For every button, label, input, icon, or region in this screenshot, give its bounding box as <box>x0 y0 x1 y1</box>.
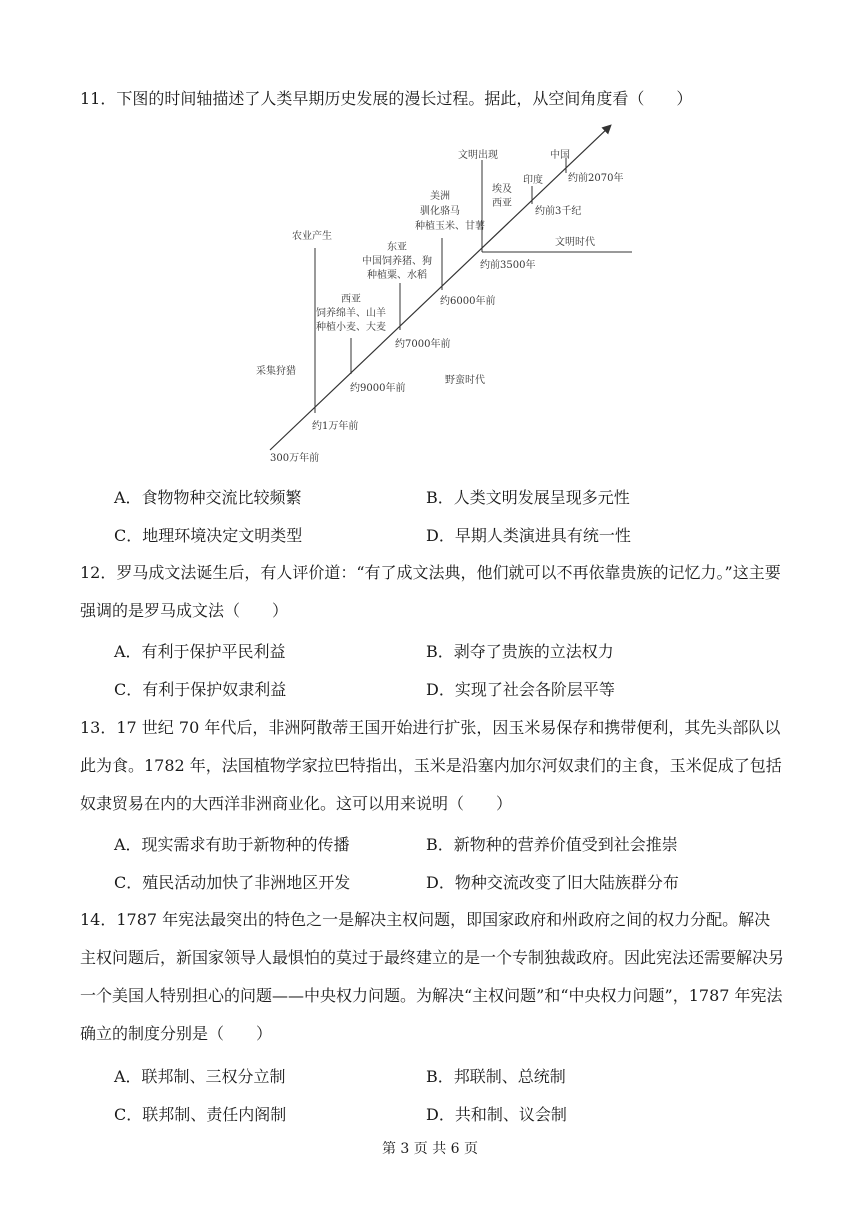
civilization-emerge-label: 文明出现 <box>458 150 498 161</box>
civilization-era-label: 文明时代 <box>555 237 595 248</box>
timeline-point-label: 约前3500年 <box>480 260 536 271</box>
timeline-point-label: 约前2070年 <box>568 173 624 184</box>
page-footer: 第 3 页 共 6 页 <box>381 1141 479 1157</box>
west-asia-label: 种植小麦、大麦 <box>316 322 386 333</box>
americas-label: 驯化骆马 <box>420 206 460 217</box>
question-12-option-b[interactable]: B．剥夺了贵族的立法权力 <box>426 642 614 661</box>
question-12-option-d[interactable]: D．实现了社会各阶层平等 <box>426 680 615 699</box>
americas-label: 美洲 <box>430 191 450 202</box>
timeline-point-label: 约1万年前 <box>312 421 359 432</box>
question-12-option-a[interactable]: A．有利于保护平民利益 <box>114 642 286 661</box>
question-14-option-a[interactable]: A．联邦制、三权分立制 <box>114 1067 286 1086</box>
question-14-stem: 14．1787 年宪法最突出的特色之一是解决主权问题，即国家政府和州政府之间的权力分配。解决主权问题后，新国家领导人最惧怕的莫过于最终建立的是一个专制独裁政府。因此宪法还需要解决另一个美国人特别担心的问题——中央权力问题。为解决“主权问题”和“中央权力问题”，1787 年宪法确立的制度分别是（ ） <box>80 910 785 1043</box>
question-13-option-d[interactable]: D．物种交流改变了旧大陆族群分布 <box>426 873 679 892</box>
question-12-stem: 12．罗马成文法诞生后，有人评价道：“有了成文法典，他们就可以不再依靠贵族的记忆力。”这主要强调的是罗马成文法（ ） <box>80 563 781 620</box>
timeline-point-label: 约9000年前 <box>350 383 406 394</box>
west-asia-label: 西亚 <box>341 294 361 305</box>
question-13-option-b[interactable]: B．新物种的营养价值受到社会推崇 <box>426 835 678 854</box>
question-14-option-b[interactable]: B．邦联制、总统制 <box>426 1067 566 1086</box>
east-asia-label: 种植粟、水稻 <box>367 270 427 281</box>
history-timeline-diagram <box>250 118 650 468</box>
barbaric-era-label: 野蛮时代 <box>445 375 485 386</box>
timeline-point-label: 约7000年前 <box>395 339 451 350</box>
question-12-option-c[interactable]: C．有利于保护奴隶利益 <box>114 680 287 699</box>
timeline-point-label: 约前3千纪 <box>535 206 582 217</box>
question-14-option-c[interactable]: C．联邦制、责任内阁制 <box>114 1105 287 1124</box>
timeline-axis <box>270 126 610 450</box>
timeline-point-label: 约6000年前 <box>440 296 496 307</box>
egypt-west-asia-label: 埃及 <box>492 184 512 195</box>
question-13-stem: 13．17 世纪 70 年代后，非洲阿散蒂王国开始进行扩张，因玉米易保存和携带便利，其先头部队以此为食。1782 年，法国植物学家拉巴特指出，玉米是沿塞内加尔河奴隶们的主食，玉米促成了包括奴隶贸易在内的大西洋非洲商业化。这可以用来说明（ ） <box>80 718 782 813</box>
question-11-option-b[interactable]: B．人类文明发展呈现多元性 <box>426 488 630 507</box>
question-11-option-d[interactable]: D．早期人类演进具有统一性 <box>426 526 631 545</box>
americas-label: 种植玉米、甘薯 <box>415 221 485 232</box>
question-11-option-c[interactable]: C．地理环境决定文明类型 <box>114 526 303 545</box>
question-11-stem: 11．下图的时间轴描述了人类早期历史发展的漫长过程。据此，从空间角度看（ ） <box>80 89 693 108</box>
agriculture-label: 农业产生 <box>292 231 332 242</box>
question-13-option-c[interactable]: C．殖民活动加快了非洲地区开发 <box>114 873 351 892</box>
india-label: 印度 <box>523 175 543 186</box>
question-13-option-a[interactable]: A．现实需求有助于新物种的传播 <box>114 835 350 854</box>
china-label: 中国 <box>550 150 570 161</box>
hunting-label: 采集狩猎 <box>256 366 296 377</box>
east-asia-label: 中国饲养猪、狗 <box>362 256 432 267</box>
west-asia-label: 饲养绵羊、山羊 <box>316 308 386 319</box>
question-14-option-d[interactable]: D．共和制、议会制 <box>426 1105 567 1124</box>
east-asia-label: 东亚 <box>387 242 407 253</box>
egypt-west-asia-label: 西亚 <box>492 198 512 209</box>
question-11-option-a[interactable]: A．食物物种交流比较频繁 <box>114 488 302 507</box>
timeline-start-label: 300万年前 <box>270 453 320 464</box>
